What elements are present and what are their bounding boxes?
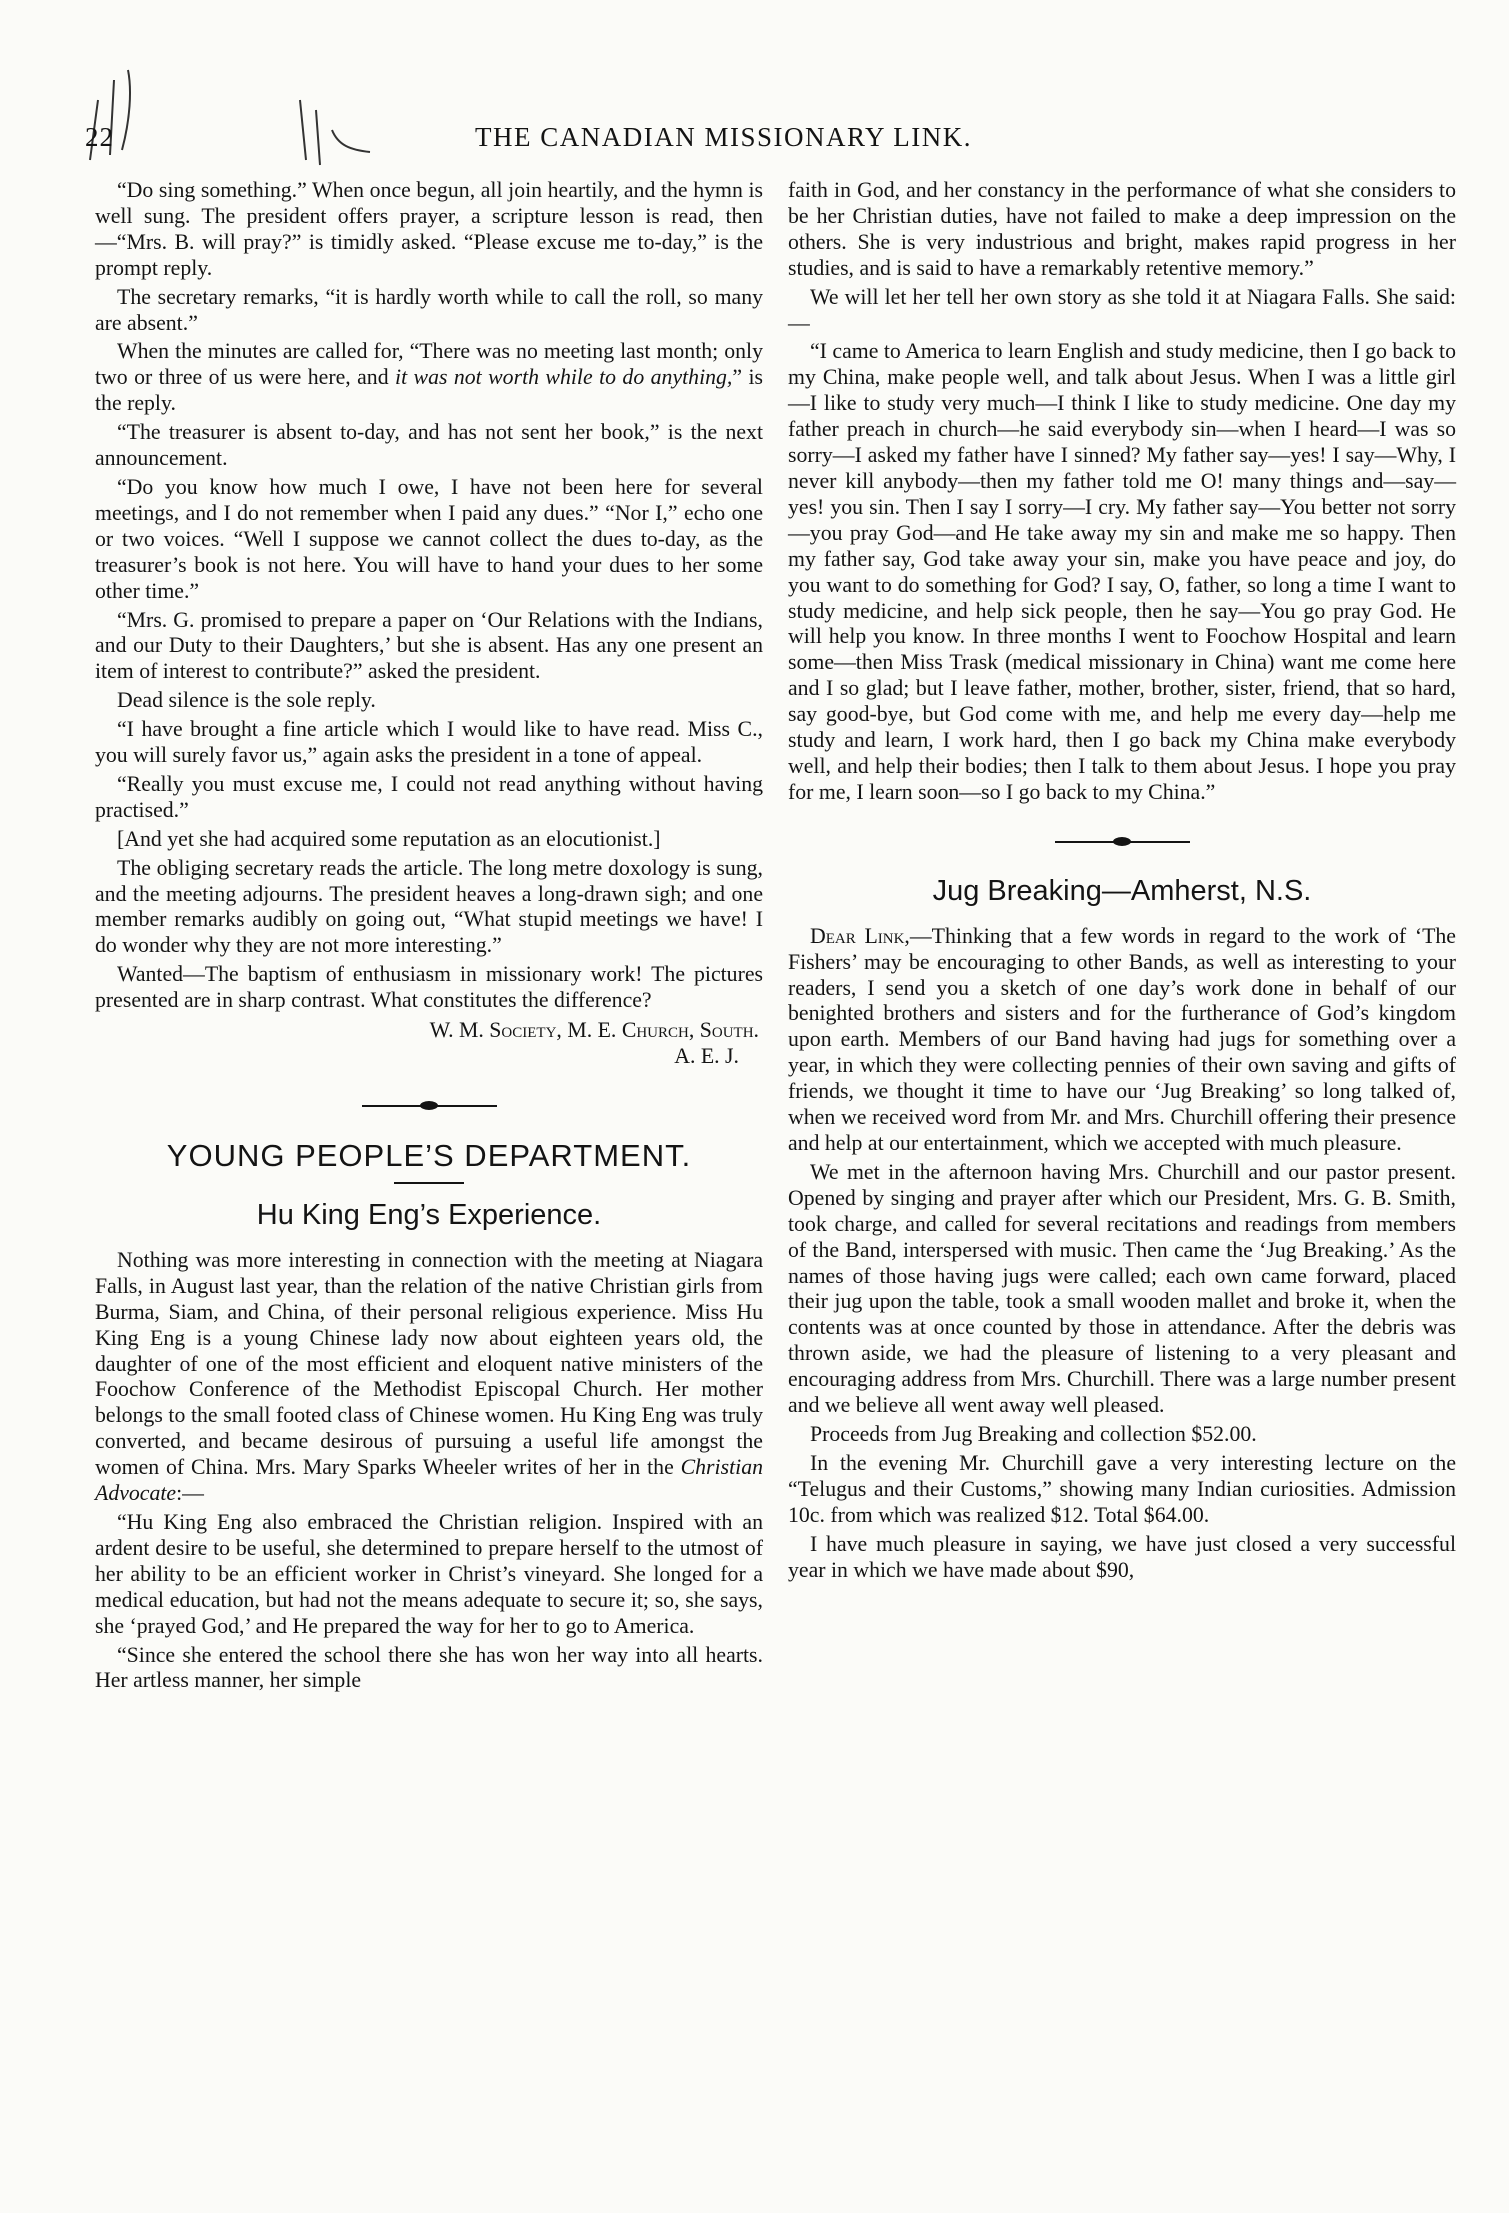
article-title: Hu King Eng’s Experience.	[256, 1198, 602, 1231]
paragraph: I have much pleasure in saying, we have just closed a very successful year in which we have made about $90,	[788, 1531, 1456, 1582]
paragraph: Proceeds from Jug Breaking and collection $52.00.	[810, 1421, 1257, 1446]
page-number: 22	[85, 122, 114, 152]
author-initials: A. E. J.	[674, 1044, 739, 1068]
department-heading: YOUNG PEOPLE’S DEPARTMENT.	[166, 1137, 692, 1173]
paragraph: “I have brought a fine article which I would like to have read. Miss C., you will surely favor us,” again asks the president in a tone of appeal.	[95, 717, 763, 768]
paragraph: “I came to America to learn English and study medicine, then I go back to my China, make people well, and talk about Jesus. When I was a little girl—I like to study very much—I think I like to study medicine. One day my father preach in church—he said everybody sin—when I heard—I was so sorry—I asked my father have I sinned? My father say—yes! I say—Why, I never kill anybody—then my father told me O! many things and—say—yes! you sin. Then I say I sorry—I cry. My father say—You better not sorry—you pray God—and He take away my sin and make me so happy. Then my father say, God take away your sin, make you have peace and joy, do you want to do something for God? I say, O, father, so long a time I want to study medicine, and help sick people, then he say—You go pray God. He will help you know. In three months I went to Foochow Hospital and learn some—then Miss Trask (medical missionary in China) want me come here and I so glad; but I leave father, mother, brother, sister, friend, that so hard, say good-bye, but God come with me, and help me every day—help me study and learn, I work hard, then I go back my China make everybody well, and help their bodies; then I talk to them about Jesus. I hope you pray for me, I learn soon—so I go back to my China.”	[788, 339, 1456, 804]
paragraph: We will let her tell her own story as she told it at Niagara Falls. She said:—	[788, 284, 1456, 335]
right-column	[788, 178, 1456, 1586]
paragraph: The secretary remarks, “it is hardly worth while to call the roll, so many are absent.”	[95, 284, 763, 335]
paragraph: We met in the afternoon having Mrs. Churchill and our pastor present. Opened by singing and prayer after which our President, Mrs. G. B. Smith, took charge, and called for several recitations and readings from members of the Band, interspersed with music. Then came the ‘Jug Breaking.’ As the names of those having jugs were called; each own came forward, placed their jug upon the table, took a small wooden mallet and broke it, when the contents was at once counted by those in attendance. After the debris was thrown aside, we had the pleasure of listening to a very pleasant and encouraging address from Mrs. Churchill. There was a large number present and we believe all went away well pleased.	[788, 1159, 1456, 1418]
paragraph: “The treasurer is absent to-day, and has not sent her book,” is the next announcement.	[95, 420, 763, 471]
paragraph: “Mrs. G. promised to prepare a paper on ‘Our Relations with the Indians, and our Duty to their Daughters,’ but she is absent. Has any one present an item of interest to contribute?” asked the president.	[95, 607, 763, 684]
emphasis-text: Christian Advocate	[95, 1455, 763, 1506]
emphasis-text: it was not worth while to do anything,	[395, 365, 733, 390]
section-divider	[1055, 836, 1190, 848]
paragraph: “Do you know how much I owe, I have not been here for several meetings, and I do not remember when I paid any dues.” “Nor I,” echo one or two voices. “Well I suppose we cannot collect the dues to-day, as the treasurer’s book is not here. You will have to hand your dues to her some other time.”	[95, 474, 763, 603]
text-run: —Thinking that a few words in regard to the work of ‘The Fishers’ may be encouraging to other Bands, as well as interesting to your readers, I send you a sketch of one day’s work done in behalf of our benighted brothers and sisters and for the furtherance of God’s kingdom upon earth. Members of our Band having had jugs for something over a year, in which they were collecting pennies of their own saving and gifts of friends, we thought it time to have our ‘Jug Breaking’ so long talked of, when we received word from Mr. and Mrs. Churchill offering their presence and help at our entertainment, which we accepted with much pleasure.	[788, 923, 1456, 1155]
paragraph: Dead silence is the sole reply.	[117, 688, 376, 713]
text-run: Nothing was more interesting in connection with the meeting at Niagara Falls, in August last year, than the relation of the native Christian girls from Burma, Siam, and China, of their personal religious experience. Miss Hu King Eng is a young Chinese lady now about eighteen years old, the daughter of one of the most efficient and eloquent native ministers of the Foochow Conference of the Methodist Episcopal Church. Her mother belongs to the small footed class of Chinese women. Hu King Eng was truly converted, and became desirous of pursuing a useful life amongst the women of China. Mrs. Mary Sparks Wheeler writes of her in the	[95, 1247, 763, 1480]
paragraph: “Really you must excuse me, I could not read anything without having practised.”	[95, 771, 763, 822]
text-run: ” is the reply.	[95, 365, 763, 416]
page-header	[55, 122, 1455, 162]
paragraph: [And yet she had acquired some reputation as an elocutionist.]	[117, 826, 661, 851]
minutes-paragraph	[95, 339, 763, 417]
text-run: When the minutes are called for, “There was no meeting last month; only two or three of us were here, and	[95, 339, 763, 390]
paragraph: Wanted—The baptism of enthusiasm in missionary work! The pictures presented are in sharp contrast. What constitutes the difference?	[95, 962, 763, 1013]
article-intro	[95, 1248, 763, 1507]
running-title: THE CANADIAN MISSIONARY LINK.	[475, 122, 972, 152]
paragraph: In the evening Mr. Churchill gave a very interesting lecture on the “Telugus and their Customs,” showing many Indian curiosities. Admission 10c. from which was realized $12. Total $64.00.	[788, 1450, 1456, 1527]
section-divider	[362, 1100, 497, 1112]
heading-underline	[394, 1182, 464, 1184]
paragraph: “Do sing something.” When once begun, all join heartily, and the hymn is well sung. The president offers prayer, a scripture lesson is read, then—“Mrs. B. will pray?” is timidly asked. “Please excuse me to-day,” is the prompt reply.	[95, 178, 763, 280]
text-run: :—	[176, 1481, 204, 1506]
paragraph: faith in God, and her constancy in the performance of what she considers to be her Christian duties, have not failed to make a deep impression on the others. She is very industrious and bright, makes rapid progress in her studies, and is said to have a remarkably retentive memory.”	[788, 178, 1456, 280]
paragraph: “Since she entered the school there she has won her way into all hearts. Her artless manner, her simple	[95, 1642, 763, 1693]
article-title: Jug Breaking—Amherst, N.S.	[932, 874, 1312, 907]
left-column	[95, 178, 763, 1697]
paragraph: The obliging secretary reads the article. The long metre doxology is sung, and the meeting adjourns. The president heaves a long-drawn sigh; and one member remarks audibly on going out, “What stupid meetings we have! I do wonder why they are not more interesting.”	[95, 855, 763, 958]
paragraph: “Hu King Eng also embraced the Christian religion. Inspired with an ardent desire to be useful, she determined to prepare herself to the utmost of her ability to be an efficient worker in Christ’s vineyard. She longed for a medical education, but had not the means adequate to secure it; so, she says, she ‘prayed God,’ and He prepared the way for her to go to America.	[95, 1509, 763, 1638]
signature: W. M. Society, M. E. Church, South.	[429, 1018, 759, 1043]
salutation: Dear Link,	[810, 923, 910, 948]
letter-opening	[788, 924, 1456, 1157]
